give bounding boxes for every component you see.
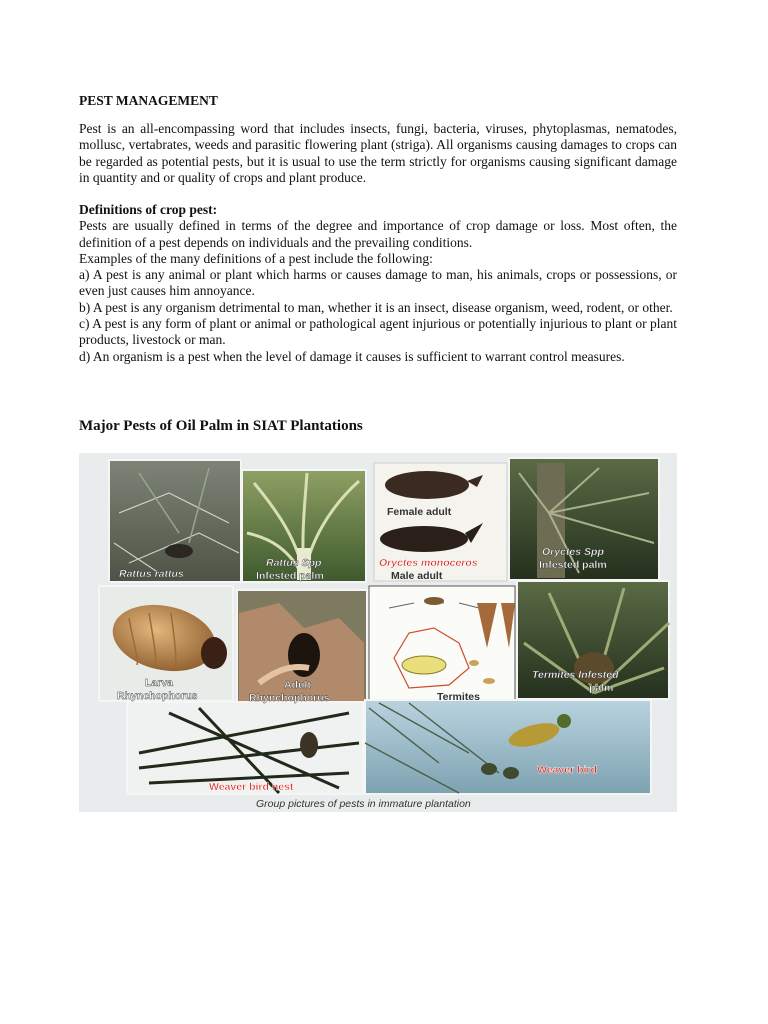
label-adult: Adult: [284, 679, 311, 691]
label-termites: Termites: [437, 691, 480, 703]
label-palm: palm: [589, 682, 614, 694]
section-title: Major Pests of Oil Palm in SIAT Plantations: [79, 418, 363, 434]
label-oryctes-spp: Oryctes Spp: [542, 546, 604, 558]
definitions-block: [79, 202, 677, 365]
definitions-text: Pests are usually defined in terms of the degree and importance of crop damage or loss. Most often, the definition of a pest depends on individuals and the prevailing conditions.: [79, 218, 677, 250]
label-male-adult: Male adult: [391, 570, 443, 582]
label-oryctes-infested-palm: Infested palm: [539, 559, 607, 571]
label-oryctes-monoceros: Oryctes monoceros: [379, 557, 478, 569]
label-female-adult: Female adult: [387, 506, 452, 518]
definition-item-b: b) A pest is any organism detrimental to man, whether it is an insect, disease organism, weed, rodent, or other.: [79, 299, 673, 315]
definition-item-c: c) A pest is any form of plant or animal or pathological agent injurious or potentially injurious to plant or plant products, livestock or man.: [79, 316, 677, 348]
label-rattus-rattus: Rattus rattus: [119, 568, 184, 580]
label-weaver-bird: Weaver bird: [537, 764, 597, 776]
label-termites-infested: Termites Infested: [532, 669, 619, 681]
intro-paragraph: Pest is an all-encompassing word that includes insects, fungi, bacteria, viruses, phytoplasmas, nematodes, mollusc, vertabrates, weeds and parasitic flowering plant (striga). All organisms causing damages to crops can be regarded as potential pests, but it is usual to use the term strictly for organisms causing significant damage in quantity and or quality of crops and plant produce.: [79, 121, 677, 185]
label-weaver-bird-nest: Weaver bird nest: [209, 781, 294, 793]
definition-item-d: d) An organism is a pest when the level of damage it causes is sufficient to warrant control measures.: [79, 348, 625, 364]
label-rhynchophorus-larva: Rhynchophorus: [117, 690, 198, 702]
figure-caption: Group pictures of pests in immature plantation: [256, 798, 471, 810]
label-rattus-spp: Rattus Spp: [266, 557, 322, 569]
label-infested-palm: Infested palm: [256, 570, 324, 582]
label-larva: Larva: [145, 677, 174, 689]
definitions-title: Definitions of crop pest:: [79, 202, 218, 217]
definition-item-a: a) A pest is any animal or plant which harms or causes damage to man, his animals, crops or possessions, or even just causes him annoyance.: [79, 267, 677, 299]
pest-photo-collage: [79, 453, 677, 812]
tile-rattus-rattus: [109, 460, 241, 582]
examples-intro: Examples of the many definitions of a pest include the following:: [79, 250, 433, 266]
collage-svg: [79, 453, 677, 812]
label-rhynchophorus-adult: Rhynchophorus: [249, 692, 330, 704]
tile-termites: [369, 586, 515, 704]
document-heading: PEST MANAGEMENT: [79, 93, 218, 108]
tile-weaver-bird: [365, 700, 651, 794]
